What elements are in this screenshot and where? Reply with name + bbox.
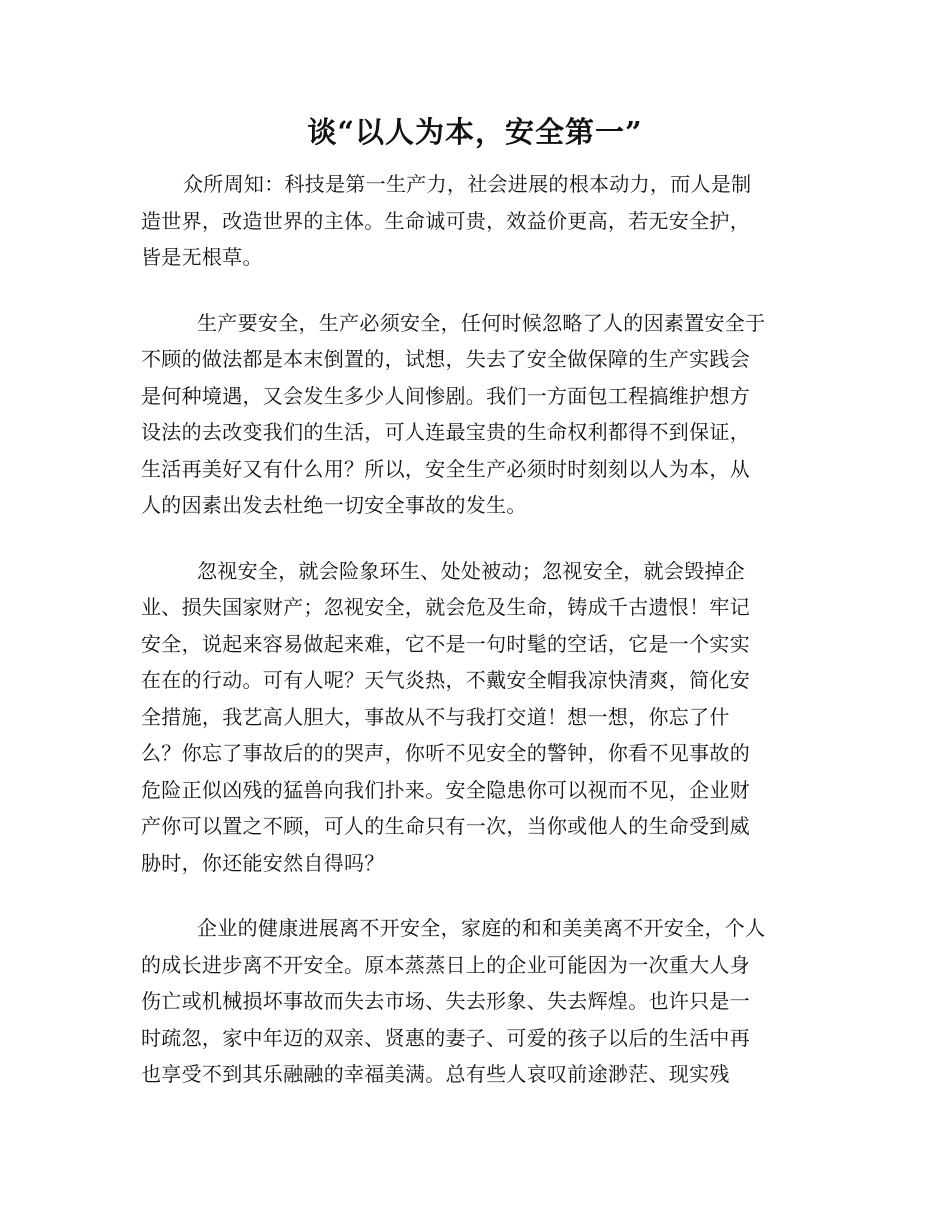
paragraph-3 — [141, 553, 811, 882]
text-line: 胁时，你还能安然自得吗？ — [141, 850, 385, 875]
text-line: 不顾的做法都是本末倒置的，试想，失去了安全做保障的生产实践会 — [141, 347, 750, 371]
paragraph-4 — [141, 910, 811, 1093]
text-line: 安全，说起来容易做起来难，它不是一句时髦的空话，它是一个实实 — [141, 631, 750, 656]
text-line: 众所周知：科技是第一生产力，社会进展的根本动力，而人是制 — [183, 172, 752, 196]
text-line: 危险正似凶残的猛兽向我们扑来。安全隐患你可以视而不见，企业财 — [141, 777, 750, 802]
document-body — [141, 166, 811, 1093]
paragraph-1 — [141, 166, 811, 276]
document-title: 谈“以人为本，安全第一” — [307, 115, 643, 149]
text-line: 全措施，我艺高人胆大，事故从不与我打交道！想一想，你忘了什 — [141, 704, 730, 729]
text-line: 企业的健康进展离不开安全，家庭的和和美美离不开安全，个人 — [197, 916, 766, 940]
text-line: 产你可以置之不顾，可人的生命只有一次，当你或他人的生命受到威 — [141, 814, 750, 838]
text-line: 皆是无根草。 — [141, 245, 263, 269]
text-line: 人的因素出发去杜绝一切安全事故的发生。 — [141, 493, 527, 517]
text-line: 么？你忘了事故后的的哭声，你听不见安全的警钟，你看不见事故的 — [141, 741, 750, 765]
text-line: 伤亡或机械损坏事故而失去市场、失去形象、失去辉煌。也许只是一 — [141, 989, 750, 1013]
paragraph-2 — [141, 305, 811, 524]
text-line: 忽视安全，就会险象环生、处处被动；忽视安全，就会毁掉企 — [197, 558, 746, 583]
text-line: 生活再美好又有什么用？所以，安全生产必须时时刻刻以人为本，从 — [141, 456, 750, 481]
text-line: 时疏忽，家中年迈的双亲、贤惠的妻子、可爱的孩子以后的生活中再 — [141, 1025, 750, 1050]
text-line: 在在的行动。可有人呢？天气炎热，不戴安全帽我凉快清爽，简化安 — [141, 668, 750, 692]
text-line: 也享受不到其乐融融的幸福美满。总有些人哀叹前途渺茫、现实残 — [141, 1062, 730, 1086]
text-line: 的成长进步离不开安全。原本蒸蒸日上的企业可能因为一次重大人身 — [141, 952, 750, 977]
text-line: 生产要安全，生产必须安全，任何时候忽略了人的因素置安全于 — [197, 310, 766, 335]
text-line: 设法的去改变我们的生活，可人连最宝贵的生命权利都得不到保证， — [141, 420, 750, 444]
text-line: 是何种境遇，又会发生多少人间惨剧。我们一方面包工程搞维护想方 — [141, 383, 750, 408]
text-line: 造世界，改造世界的主体。生命诚可贵，效益价更高，若无安全护， — [141, 208, 750, 233]
text-line: 业、损失国家财产；忽视安全，就会危及生命，铸成千古遗恨！牢记 — [141, 595, 750, 619]
